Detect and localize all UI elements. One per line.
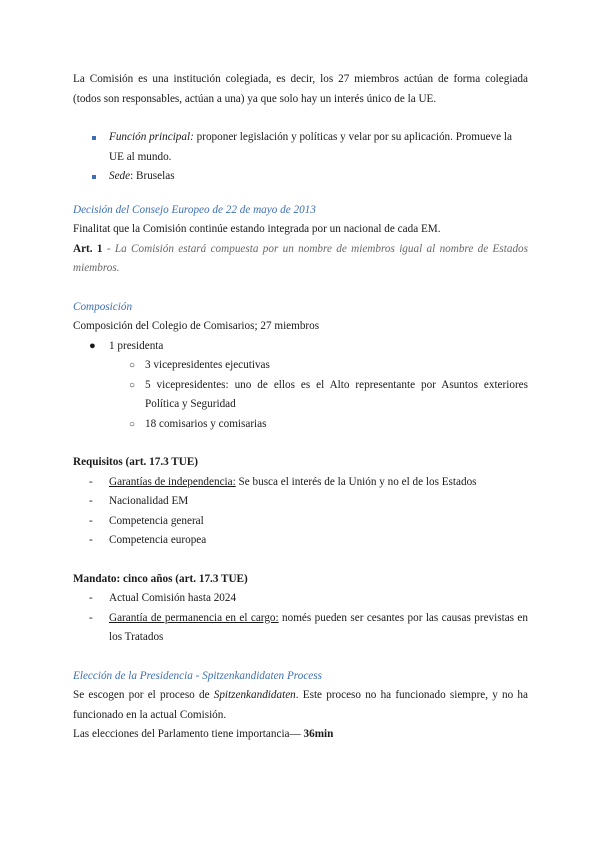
mandato-list xyxy=(73,589,528,648)
composicion-sublist xyxy=(73,356,528,434)
eleccion-paragraph: Se escogen por el proceso de Spitzenkandidaten. Este proceso no ha funcionado siempre, y no ha funcionado en la actual Comisión. xyxy=(73,689,528,721)
article-paragraph: Art. 1 - La Comisión estará compuesta por un nombre de miembros igual al nombre de Estados miembros. xyxy=(73,242,528,274)
list-item: - Garantías de independencia: Se busca el interés de la Unión y no el de los Estados xyxy=(89,475,477,488)
list-item: - Competencia europea xyxy=(89,534,207,546)
eleccion-heading: Elección de la Presidencia - Spitzenkandidaten Process xyxy=(73,669,322,682)
list-item: ○ 18 comisarios y comisarias xyxy=(73,415,528,435)
decision-text: Finalitat que la Comisión continúe estando integrada por un nacional de cada EM. xyxy=(73,223,441,235)
composicion-heading: Composición xyxy=(73,300,133,313)
bullet-square-icon xyxy=(92,136,96,140)
decision-heading: Decisión del Consejo Europeo de 22 de mayo de 2013 xyxy=(73,203,316,216)
list-item: Sede: Bruselas xyxy=(73,167,528,187)
list-item: ○ 3 vicepresidentes ejecutivas xyxy=(73,356,528,376)
list-item: - Garantía de permanencia en el cargo: només pueden ser cesantes por las causas previstas en los Tratados xyxy=(89,611,528,643)
features-list xyxy=(73,128,528,187)
document-page xyxy=(73,70,528,745)
composicion-text: Composición del Colegio de Comisarios; 27 miembros xyxy=(73,320,320,332)
list-item: Función principal: proponer legislación y políticas y velar por su aplicación. Promueve la UE al mundo. xyxy=(73,128,528,167)
composicion-list xyxy=(73,337,528,357)
intro-paragraph: La Comisión es una institución colegiada, es decir, los 27 miembros actúan de forma colegiada (todos son responsables, actúan a una) ya que solo hay un interés único de la UE. xyxy=(73,73,528,105)
bullet-circle-icon: ○ xyxy=(129,360,136,371)
bullet-square-icon xyxy=(92,175,96,179)
bullet-dot-icon: ● xyxy=(89,339,96,352)
requisitos-heading: Requisitos (art. 17.3 TUE) xyxy=(73,456,199,468)
list-item: - Competencia general xyxy=(89,514,204,527)
list-item: ○ 5 vicepresidentes: uno de ellos es el Alto representante por Asuntos exteriores Política y Seguridad xyxy=(73,376,528,415)
list-item: - Actual Comisión hasta 2024 xyxy=(89,592,237,604)
bullet-circle-icon: ○ xyxy=(129,379,136,391)
requisitos-list xyxy=(73,473,528,551)
mandato-heading: Mandato: cinco años (art. 17.3 TUE) xyxy=(73,572,248,585)
list-item: ● 1 presidenta xyxy=(73,337,528,357)
eleccion-note: Las elecciones del Parlamento tiene importancia— 36min xyxy=(73,728,334,740)
list-item: - Nacionalidad EM xyxy=(89,495,189,507)
bullet-circle-icon: ○ xyxy=(129,418,136,430)
